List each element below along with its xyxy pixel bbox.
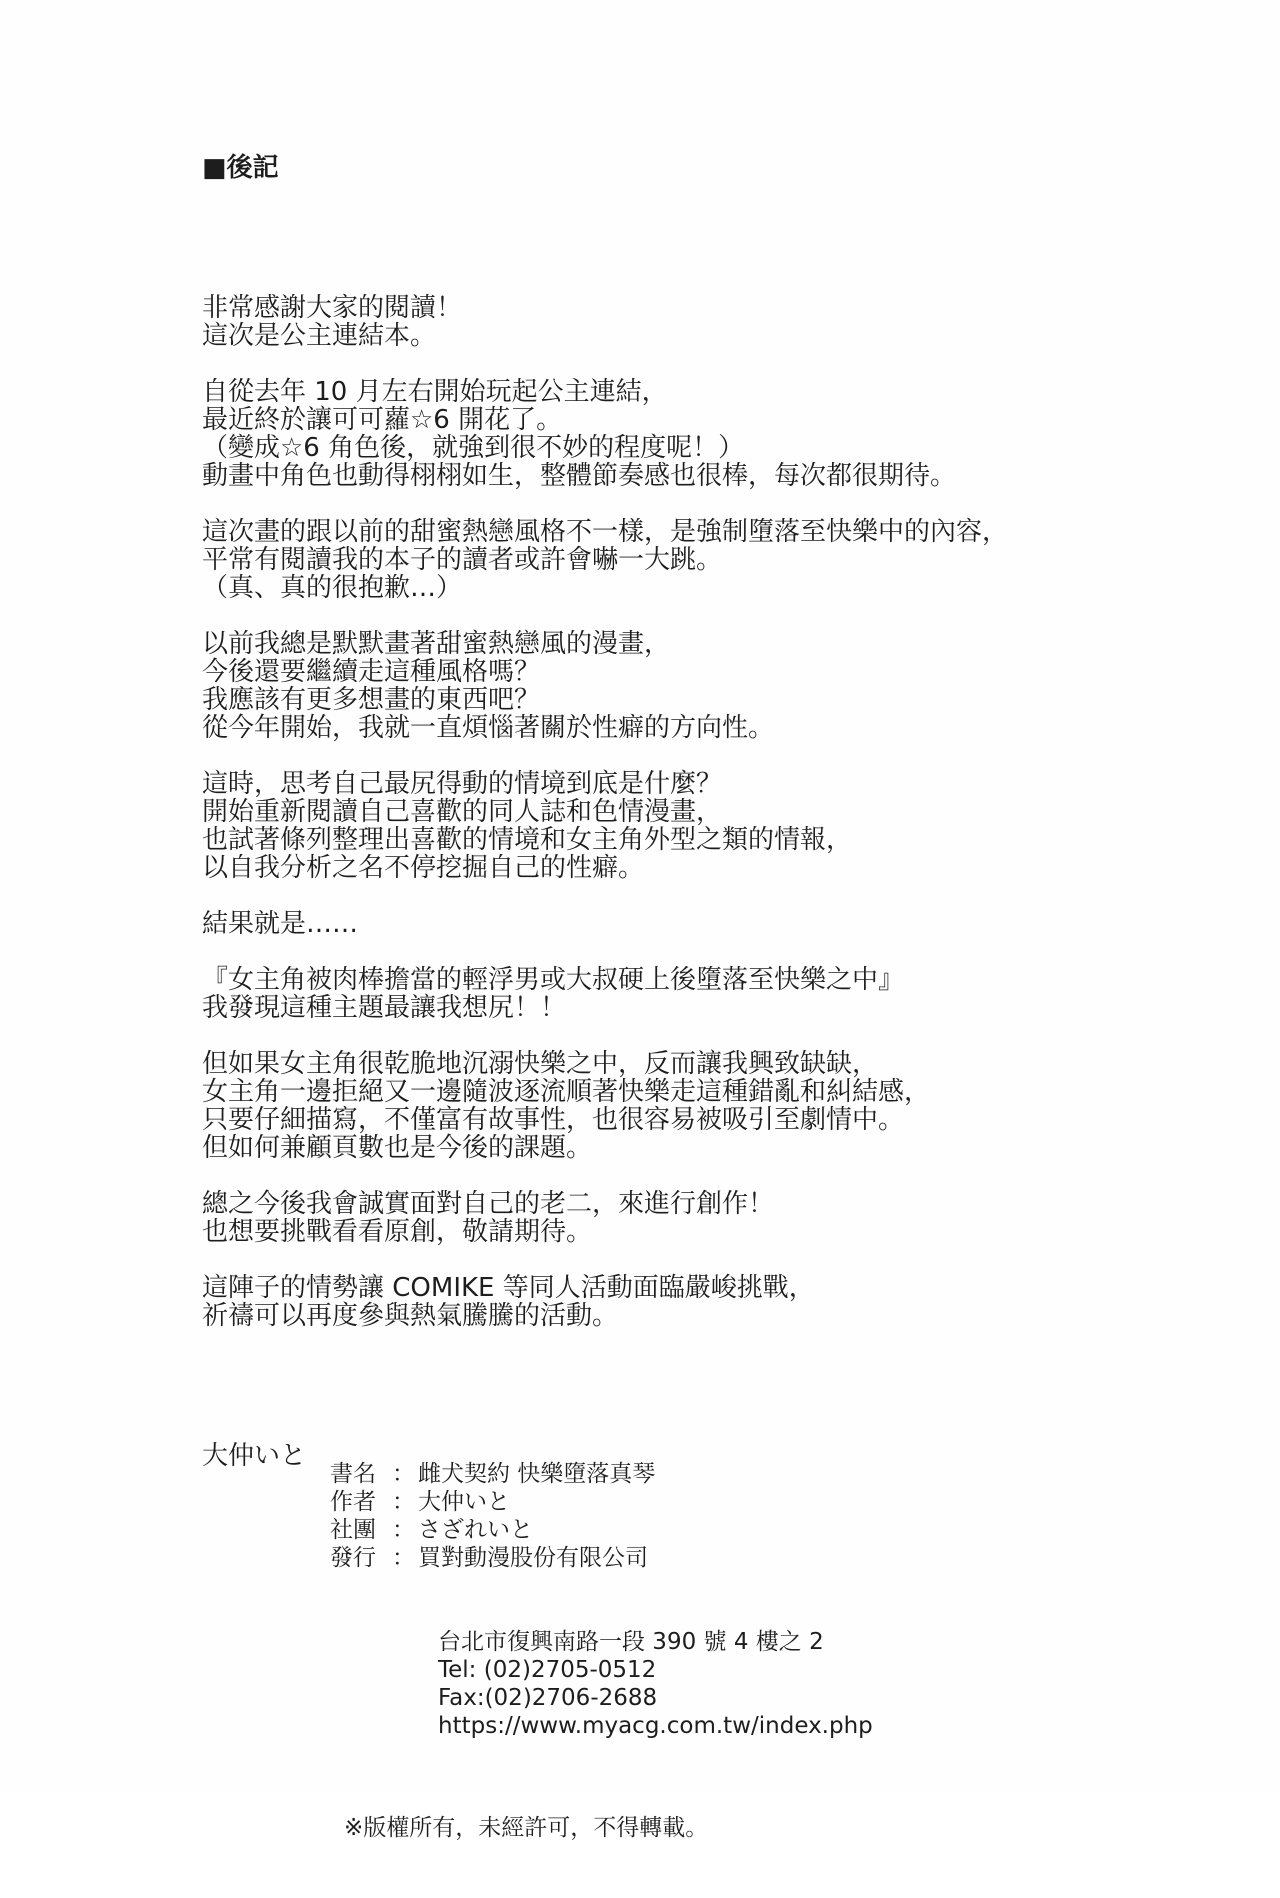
paragraph xyxy=(202,1274,1122,1330)
colophon xyxy=(330,1404,1090,1898)
author-signature: 大仲いと xyxy=(202,1441,307,1471)
colophon-label: 社團 xyxy=(330,1517,376,1543)
paragraph xyxy=(202,294,1122,350)
colophon-colon: ： xyxy=(392,1517,415,1543)
colophon-value: 買對動漫股份有限公司 xyxy=(418,1545,648,1571)
afterword-heading: ■後記 xyxy=(202,153,279,183)
paragraph xyxy=(202,966,1122,1022)
text-line: 今後還要繼續走這種風格嗎？ xyxy=(202,657,541,687)
text-line: 也想要挑戰看看原創，敬請期待。 xyxy=(202,1217,593,1247)
colophon-rows xyxy=(330,1460,1090,1572)
colophon-row xyxy=(330,1488,1090,1516)
text-line: 自從去年 10 月左右開始玩起公主連結， xyxy=(202,377,668,407)
text-line: 只要仔細描寫，不僅富有故事性，也很容易被吸引至劇情中。 xyxy=(202,1105,905,1135)
colophon-value: さざれいと xyxy=(418,1517,533,1543)
colophon-row xyxy=(330,1516,1090,1544)
publisher-detail-line: 台北市復興南路一段 390 號 4 樓之 2 xyxy=(438,1629,824,1655)
text-line: 祈禱可以再度參與熱氣騰騰的活動。 xyxy=(202,1301,619,1331)
text-line: 我發現這種主題最讓我想尻！！ xyxy=(202,993,567,1023)
paragraph xyxy=(202,1050,1122,1162)
colophon-label: 發行 xyxy=(330,1545,376,1571)
afterword-body xyxy=(202,294,1122,1330)
text-line: 以前我總是默默畫著甜蜜熱戀風的漫畫， xyxy=(202,629,671,659)
paragraph xyxy=(202,518,1122,602)
text-line: 我應該有更多想畫的東西吧？ xyxy=(202,685,541,715)
afterword-section xyxy=(202,98,1122,1526)
text-line: （變成☆6 角色後，就強到很不妙的程度呢！） xyxy=(202,433,745,463)
colophon-label: 書名 xyxy=(330,1461,376,1487)
colophon-colon: ： xyxy=(392,1545,415,1571)
colophon-label: 作者 xyxy=(330,1489,376,1515)
text-line: 『女主角被肉棒擔當的輕浮男或大叔硬上後墮落至快樂之中』 xyxy=(202,965,905,995)
text-line: 非常感謝大家的閱讀！ xyxy=(202,293,463,323)
text-line: 平常有閱讀我的本子的讀者或許會嚇一大跳。 xyxy=(202,545,723,575)
text-line: 這次畫的跟以前的甜蜜熱戀風格不一樣，是強制墮落至快樂中的內容， xyxy=(202,517,1009,547)
paragraph xyxy=(202,770,1122,882)
colophon-row xyxy=(330,1544,1090,1572)
colophon-value: 大仲いと xyxy=(418,1489,510,1515)
text-line: 最近終於讓可可蘿☆6 開花了。 xyxy=(202,405,563,435)
colophon-colon: ： xyxy=(392,1489,415,1515)
colophon-row xyxy=(330,1460,1090,1488)
text-line: 但如何兼顧頁數也是今後的課題。 xyxy=(202,1133,593,1163)
publisher-details xyxy=(330,1628,1090,1740)
text-line: 開始重新閱讀自己喜歡的同人誌和色情漫畫， xyxy=(202,797,723,827)
text-line: 女主角一邊拒絕又一邊隨波逐流順著快樂走這種錯亂和糾結感， xyxy=(202,1077,931,1107)
paragraph xyxy=(202,630,1122,742)
publisher-detail-line: Fax:(02)2706-2688 xyxy=(438,1685,658,1711)
copyright-notice: ※版權所有，未經許可，不得轉載。 xyxy=(344,1815,709,1841)
publisher-detail-line: Tel: (02)2705-0512 xyxy=(438,1657,657,1683)
paragraph xyxy=(202,1190,1122,1246)
text-line: 也試著條列整理出喜歡的情境和女主角外型之類的情報， xyxy=(202,825,853,855)
text-line: （真、真的很抱歉…） xyxy=(202,573,463,603)
text-line: 以自我分析之名不停挖掘自己的性癖。 xyxy=(202,853,645,883)
text-line: 這陣子的情勢讓 COMIKE 等同人活動面臨嚴峻挑戰， xyxy=(202,1273,815,1303)
paragraph xyxy=(202,378,1122,490)
publisher-detail-line: https://www.myacg.com.tw/index.php xyxy=(438,1713,873,1739)
paragraph xyxy=(202,910,1122,938)
text-line: 動畫中角色也動得栩栩如生，整體節奏感也很棒，每次都很期待。 xyxy=(202,461,957,491)
colophon-value: 雌犬契約 快樂墮落真琴 xyxy=(418,1461,656,1487)
text-line: 這次是公主連結本。 xyxy=(202,321,437,351)
text-line: 這時，思考自己最尻得動的情境到底是什麼？ xyxy=(202,769,723,799)
colophon-colon: ： xyxy=(392,1461,415,1487)
text-line: 總之今後我會誠實面對自己的老二，來進行創作！ xyxy=(202,1189,775,1219)
text-line: 結果就是…… xyxy=(202,909,359,939)
text-line: 但如果女主角很乾脆地沉溺快樂之中，反而讓我興致缺缺， xyxy=(202,1049,879,1079)
text-line: 從今年開始，我就一直煩惱著關於性癖的方向性。 xyxy=(202,713,775,743)
